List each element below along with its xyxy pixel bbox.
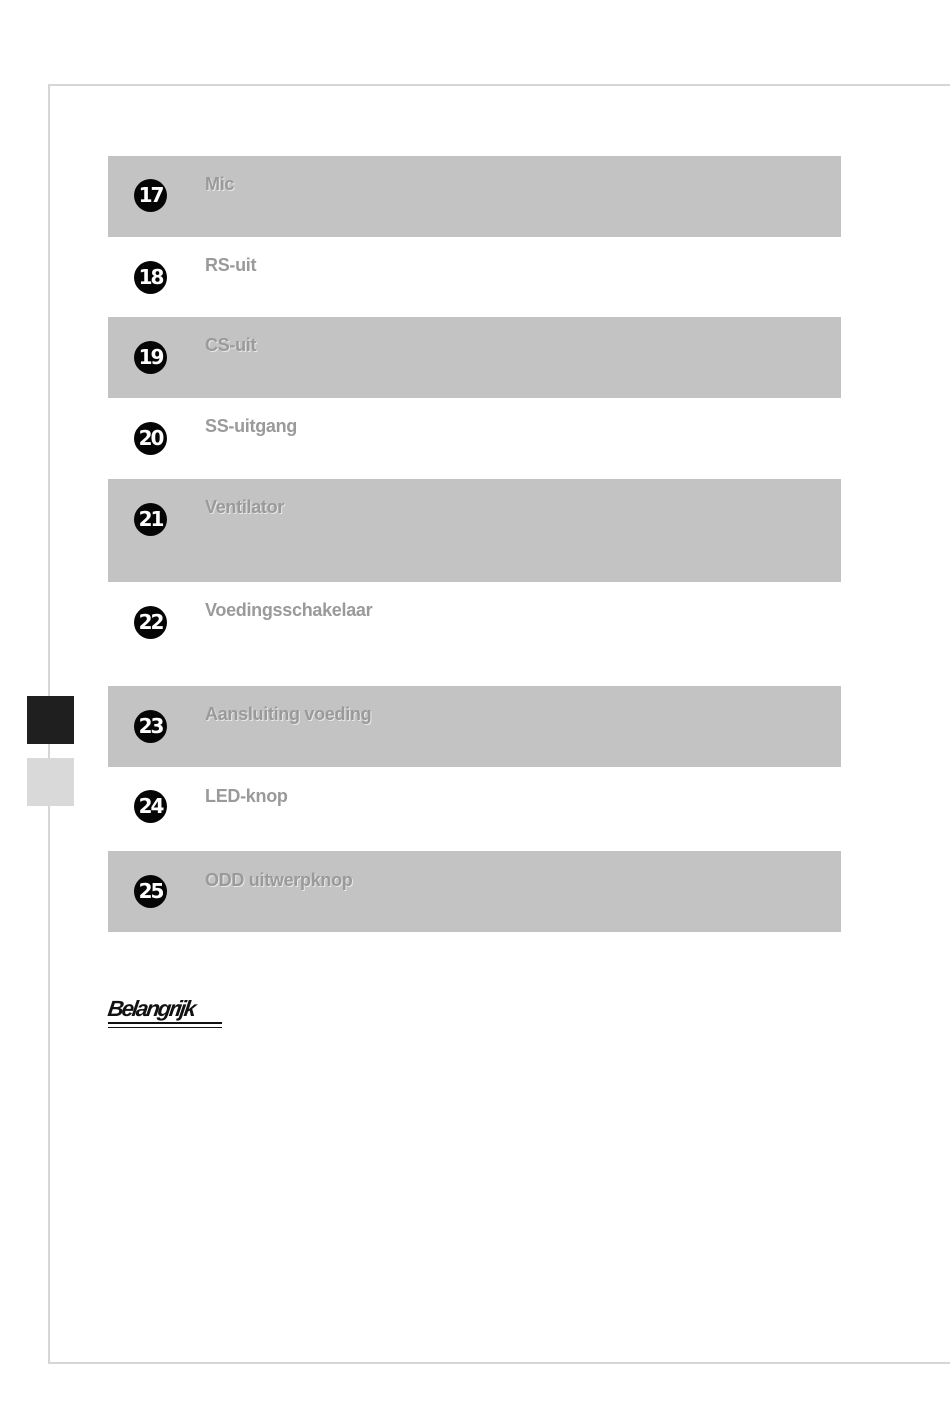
list-item <box>108 851 841 932</box>
list-item <box>108 767 841 851</box>
number-badge: 19 <box>134 341 167 374</box>
component-list <box>108 156 841 932</box>
list-item <box>108 237 841 317</box>
item-label: Aansluiting voeding <box>205 704 372 724</box>
item-label: LED-knop <box>205 786 288 806</box>
important-heading: Belangrijk <box>106 996 197 1021</box>
list-item <box>108 317 841 398</box>
heading-underline-secondary <box>108 1027 222 1028</box>
number-badge: 17 <box>134 179 167 212</box>
item-label: RS-uit <box>205 255 257 275</box>
list-item <box>108 156 841 237</box>
number-badge: 20 <box>134 422 167 455</box>
important-notice <box>108 996 222 1028</box>
number-badge: 22 <box>134 606 167 639</box>
number-badge: 23 <box>134 710 167 743</box>
number-badge: 25 <box>134 875 167 908</box>
number-badge: 21 <box>134 503 167 536</box>
list-item <box>108 686 841 767</box>
list-item <box>108 582 841 686</box>
item-label: ODD uitwerpknop <box>205 870 353 890</box>
item-label: SS-uitgang <box>205 416 297 436</box>
chapter-tab-inactive <box>27 758 74 806</box>
list-item <box>108 479 841 582</box>
item-label: Mic <box>205 174 235 194</box>
number-badge: 24 <box>134 790 167 823</box>
chapter-tab-active <box>27 696 74 744</box>
heading-underline <box>108 1022 222 1024</box>
list-item <box>108 398 841 479</box>
number-badge: 18 <box>134 261 167 294</box>
item-label: Voedingsschakelaar <box>205 600 373 620</box>
item-label: CS-uit <box>205 335 257 355</box>
item-label: Ventilator <box>205 497 285 517</box>
